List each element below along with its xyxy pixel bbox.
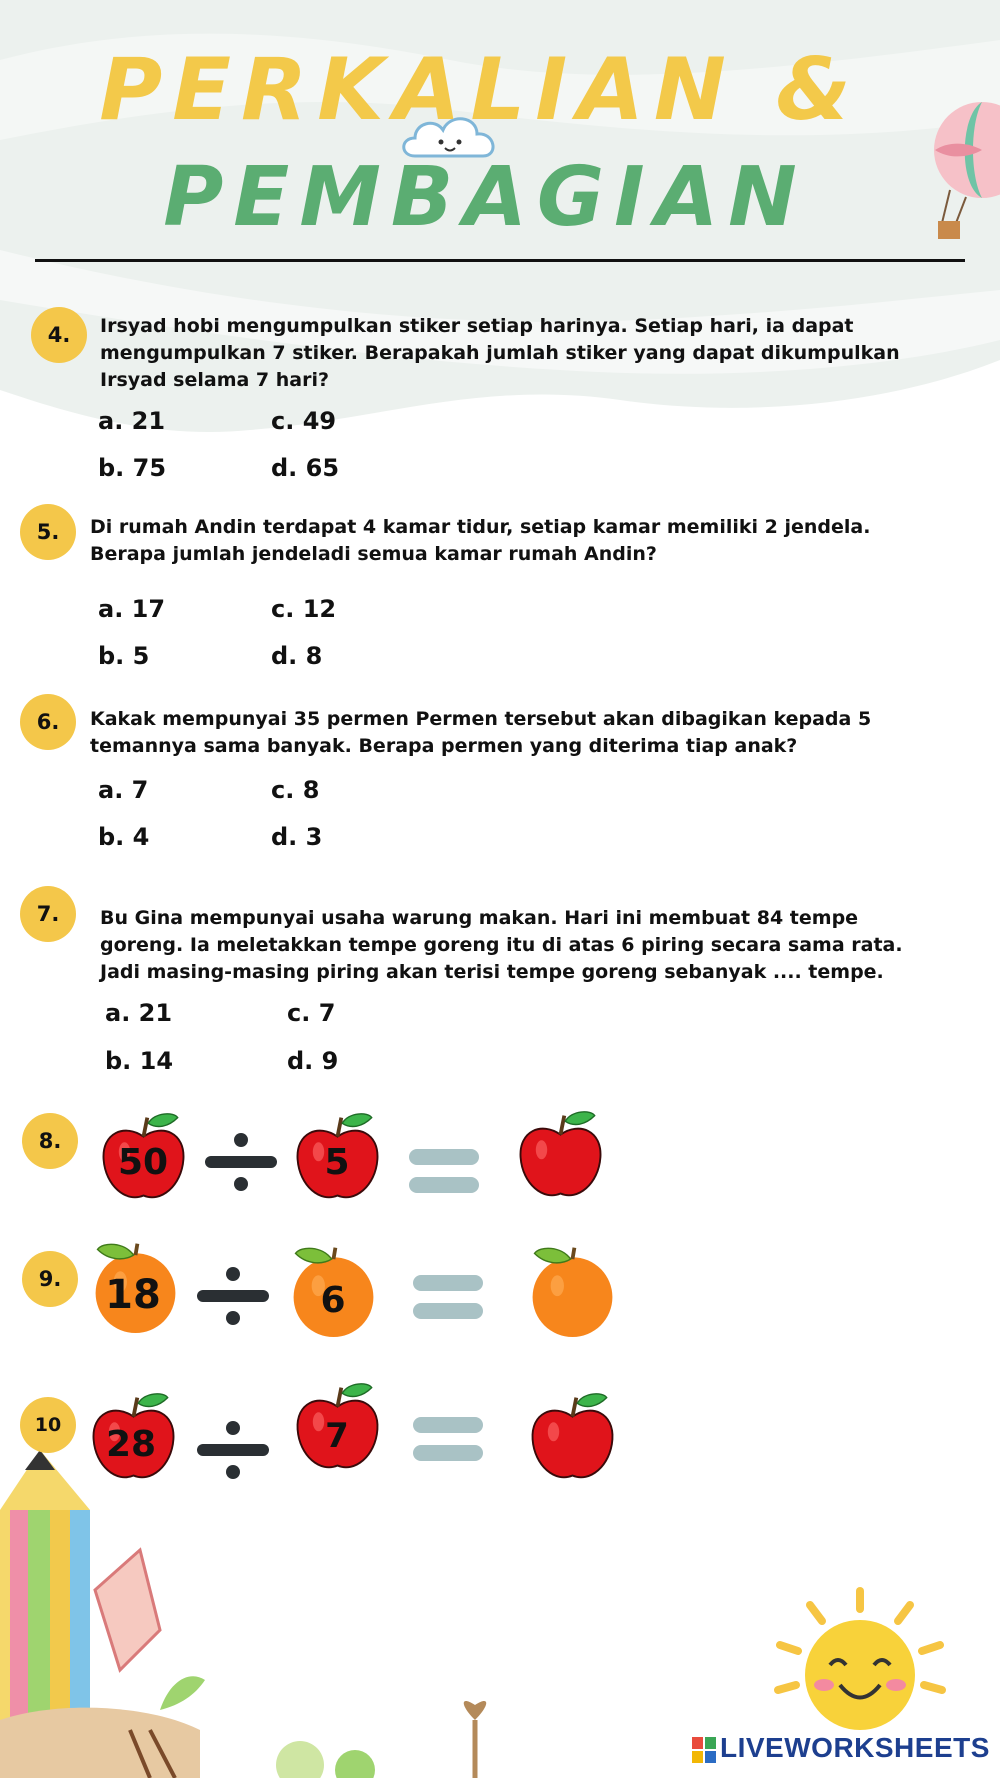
question-number-badge: 7. [20,886,76,942]
answer-apple-icon[interactable] [525,1390,620,1485]
question-number-badge: 6. [20,694,76,750]
option-b[interactable]: b. 14 [105,1047,174,1075]
divisor-label: 5 [324,1142,350,1183]
option-d[interactable]: d. 65 [271,454,340,482]
option-c[interactable]: c. 49 [271,407,337,435]
divide-icon [203,1132,279,1192]
question-text: Bu Gina mempunyai usaha warung makan. Hari ini membuat 84 tempe goreng. Ia meletakkan tempe goreng itu di atas 6 piring secara sama rata. Jadi masing-masing piring akan terisi tempe goreng sebanyak .... tempe. [100,907,903,983]
question-text: Kakak mempunyai 35 permen Permen tersebut akan dibagikan kepada 5 temannya sama banyak. Berapa permen yang diterima tiap anak? [90,708,872,757]
question-text: Di rumah Andin terdapat 4 kamar tidur, setiap kamar memiliki 2 jendela. Berapa jumlah jendeladi semua kamar rumah Andin? [90,516,871,565]
divisor-label: 7 [325,1416,349,1456]
option-a[interactable]: a. 21 [98,407,166,435]
page-title-line1: PERKALIAN & [99,40,861,140]
option-d[interactable]: d. 8 [271,642,323,670]
option-a[interactable]: a. 17 [98,595,166,623]
plant-decoration-icon [230,1690,520,1778]
title-divider [35,259,965,262]
liveworksheets-logo-icon [692,1737,716,1763]
question-text: Irsyad hobi mengumpulkan stiker setiap harinya. Setiap hari, ia dapat mengumpulkan 7 stiker. Berapakah jumlah stiker yang dapat dikumpulkan Irsyad selama 7 hari? [100,315,900,391]
option-c[interactable]: c. 12 [271,595,337,623]
option-a[interactable]: a. 21 [105,999,173,1027]
answer-orange-icon[interactable] [525,1240,620,1340]
divide-icon [195,1266,271,1326]
option-b[interactable]: b. 5 [98,642,150,670]
sun-icon [760,1585,960,1735]
question-number-badge: 10 [20,1397,76,1453]
question-number-badge: 9. [22,1251,78,1307]
equals-icon [411,1415,485,1463]
dividend-label: 18 [105,1272,161,1318]
option-c[interactable]: c. 8 [271,776,320,804]
option-a[interactable]: a. 7 [98,776,149,804]
option-b[interactable]: b. 4 [98,823,150,851]
question-number-badge: 4. [31,307,87,363]
answer-apple-icon[interactable] [513,1108,608,1203]
divisor-label: 6 [320,1280,346,1321]
divide-icon [195,1420,271,1480]
option-c[interactable]: c. 7 [287,999,336,1027]
option-b[interactable]: b. 75 [98,454,167,482]
dividend-label: 28 [105,1424,157,1465]
question-number-badge: 5. [20,504,76,560]
dividend-label: 50 [117,1142,169,1183]
question-number-badge: 8. [22,1113,78,1169]
option-d[interactable]: d. 3 [271,823,323,851]
equals-icon [407,1147,481,1195]
brand-watermark: LIVEWORKSHEETS [720,1732,990,1763]
equals-icon [411,1273,485,1321]
option-d[interactable]: d. 9 [287,1047,339,1075]
page-title-line2: PEMBAGIAN [163,150,807,245]
